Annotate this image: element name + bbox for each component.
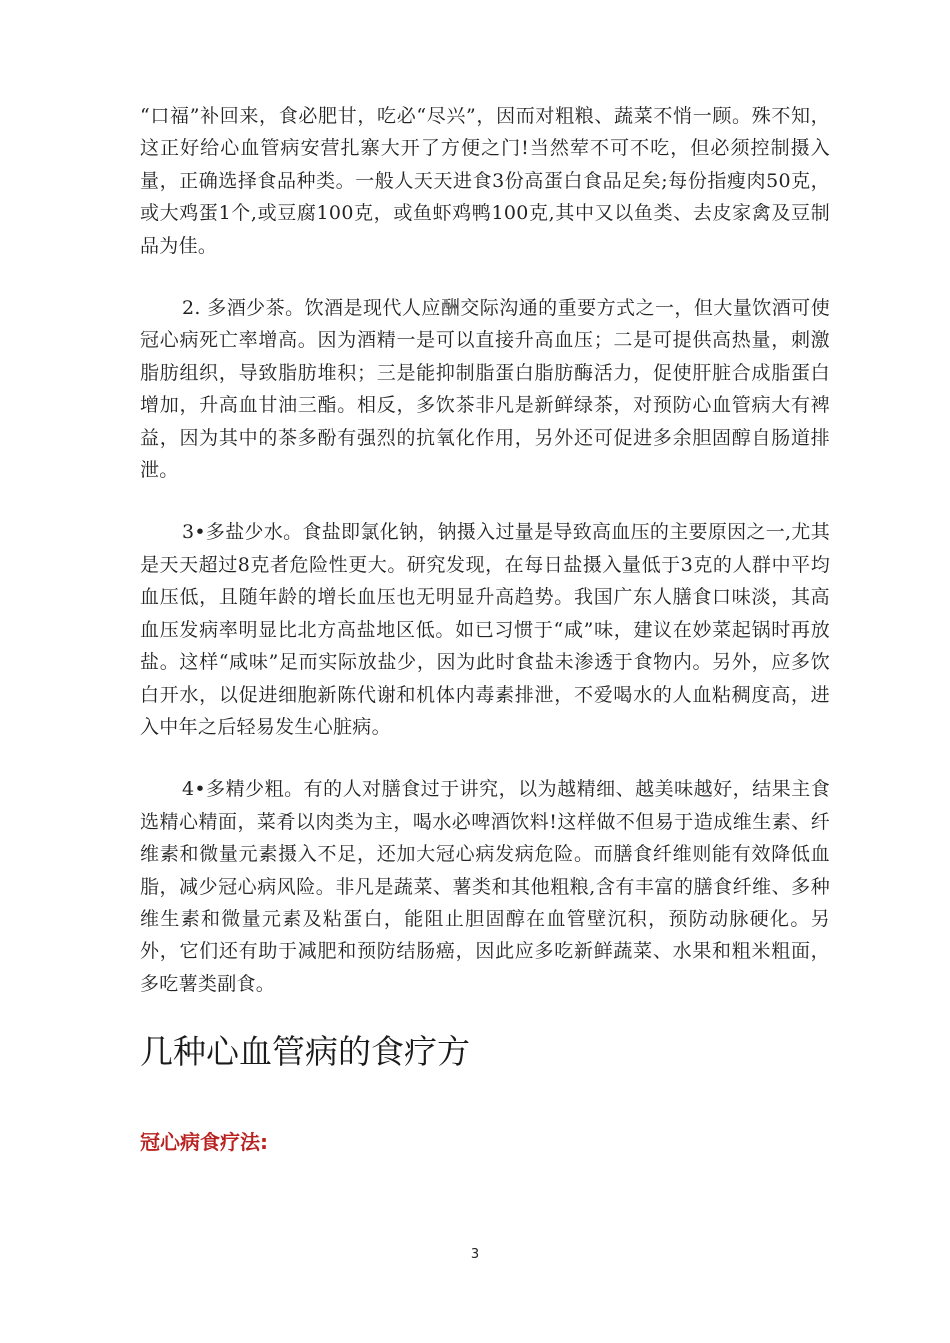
paragraph-drink-tea: 2. 多酒少茶。饮酒是现代人应酬交际沟通的重要方式之一，但大量饮酒可使冠心病死亡率增高。因为酒精一是可以直接升高血压；二是可提供高热量，刺激脂肪组织，导致脂肪堆积；三是能抑制脂蛋白脂肪酶活力，促使肝脏合成脂蛋白增加，升高血甘油三酯。相反，多饮茶非凡是新鲜绿茶，对预防心血管病大有裨益，因为其中的茶多酚有强烈的抗氧化作用，另外还可促进多余胆固醇自肠道排泄。	[140, 297, 830, 482]
paragraph-salt-water: 3•多盐少水。食盐即氯化钠，钠摄入过量是导致高血压的主要原因之一,尤其是天天超过8克者危险性更大。研究发现，在每日盐摄入量低于3克的人群中平均血压低，且随年龄的增长血压也无明显升高趋势。我国广东人膳食口味淡，其高血压发病率明显比北方高盐地区低。如已习惯于“咸”味，建议在妙菜起锅时再放盐。这样“咸味”足而实际放盐少，因为此时食盐未渗透于食物内。另外，应多饮白开水，以促进细胞新陈代谢和机体内毒素排泄，不爱喝水的人血粘稠度高，进入中年之后轻易发生心脏病。	[140, 521, 830, 738]
section-heading: 几种心血管病的食疗方	[140, 1032, 470, 1072]
section-subheading: 冠心病食疗法:	[140, 1130, 268, 1155]
page-number: 3	[470, 1247, 480, 1262]
paragraph-continuation: “口福”补回来，食必肥甘，吃必“尽兴”，因而对粗粮、蔬菜不悄一顾。殊不知，这正好给心血管病安营扎寨大开了方便之门!当然荤不可不吃，但必须控制摄入量，正确选择食品种类。一般人天天进食3份高蛋白食品足矣;每份指瘦肉50克，或大鸡蛋1个,或豆腐100克，或鱼虾鸡鸭100克,其中又以鱼类、去皮家禽及豆制品为佳。	[140, 105, 830, 257]
document-page	[140, 100, 830, 1156]
paragraph-fine-coarse: 4•多精少粗。有的人对膳食过于讲究，以为越精细、越美味越好，结果主食选精心精面，菜肴以肉类为主，喝水必啤酒饮料!这样做不但易于造成维生素、纤维素和微量元素摄入不足，还加大冠心病发病危险。而膳食纤维则能有效降低血脂，减少冠心病风险。非凡是蔬菜、薯类和其他粗粮,含有丰富的膳食纤维、多种维生素和微量元素及粘蛋白，能阻止胆固醇在血管壁沉积，预防动脉硬化。另外，它们还有助于减肥和预防结肠癌，因此应多吃新鲜蔬菜、水果和粗米粗面，多吃薯类副食。	[140, 778, 830, 995]
